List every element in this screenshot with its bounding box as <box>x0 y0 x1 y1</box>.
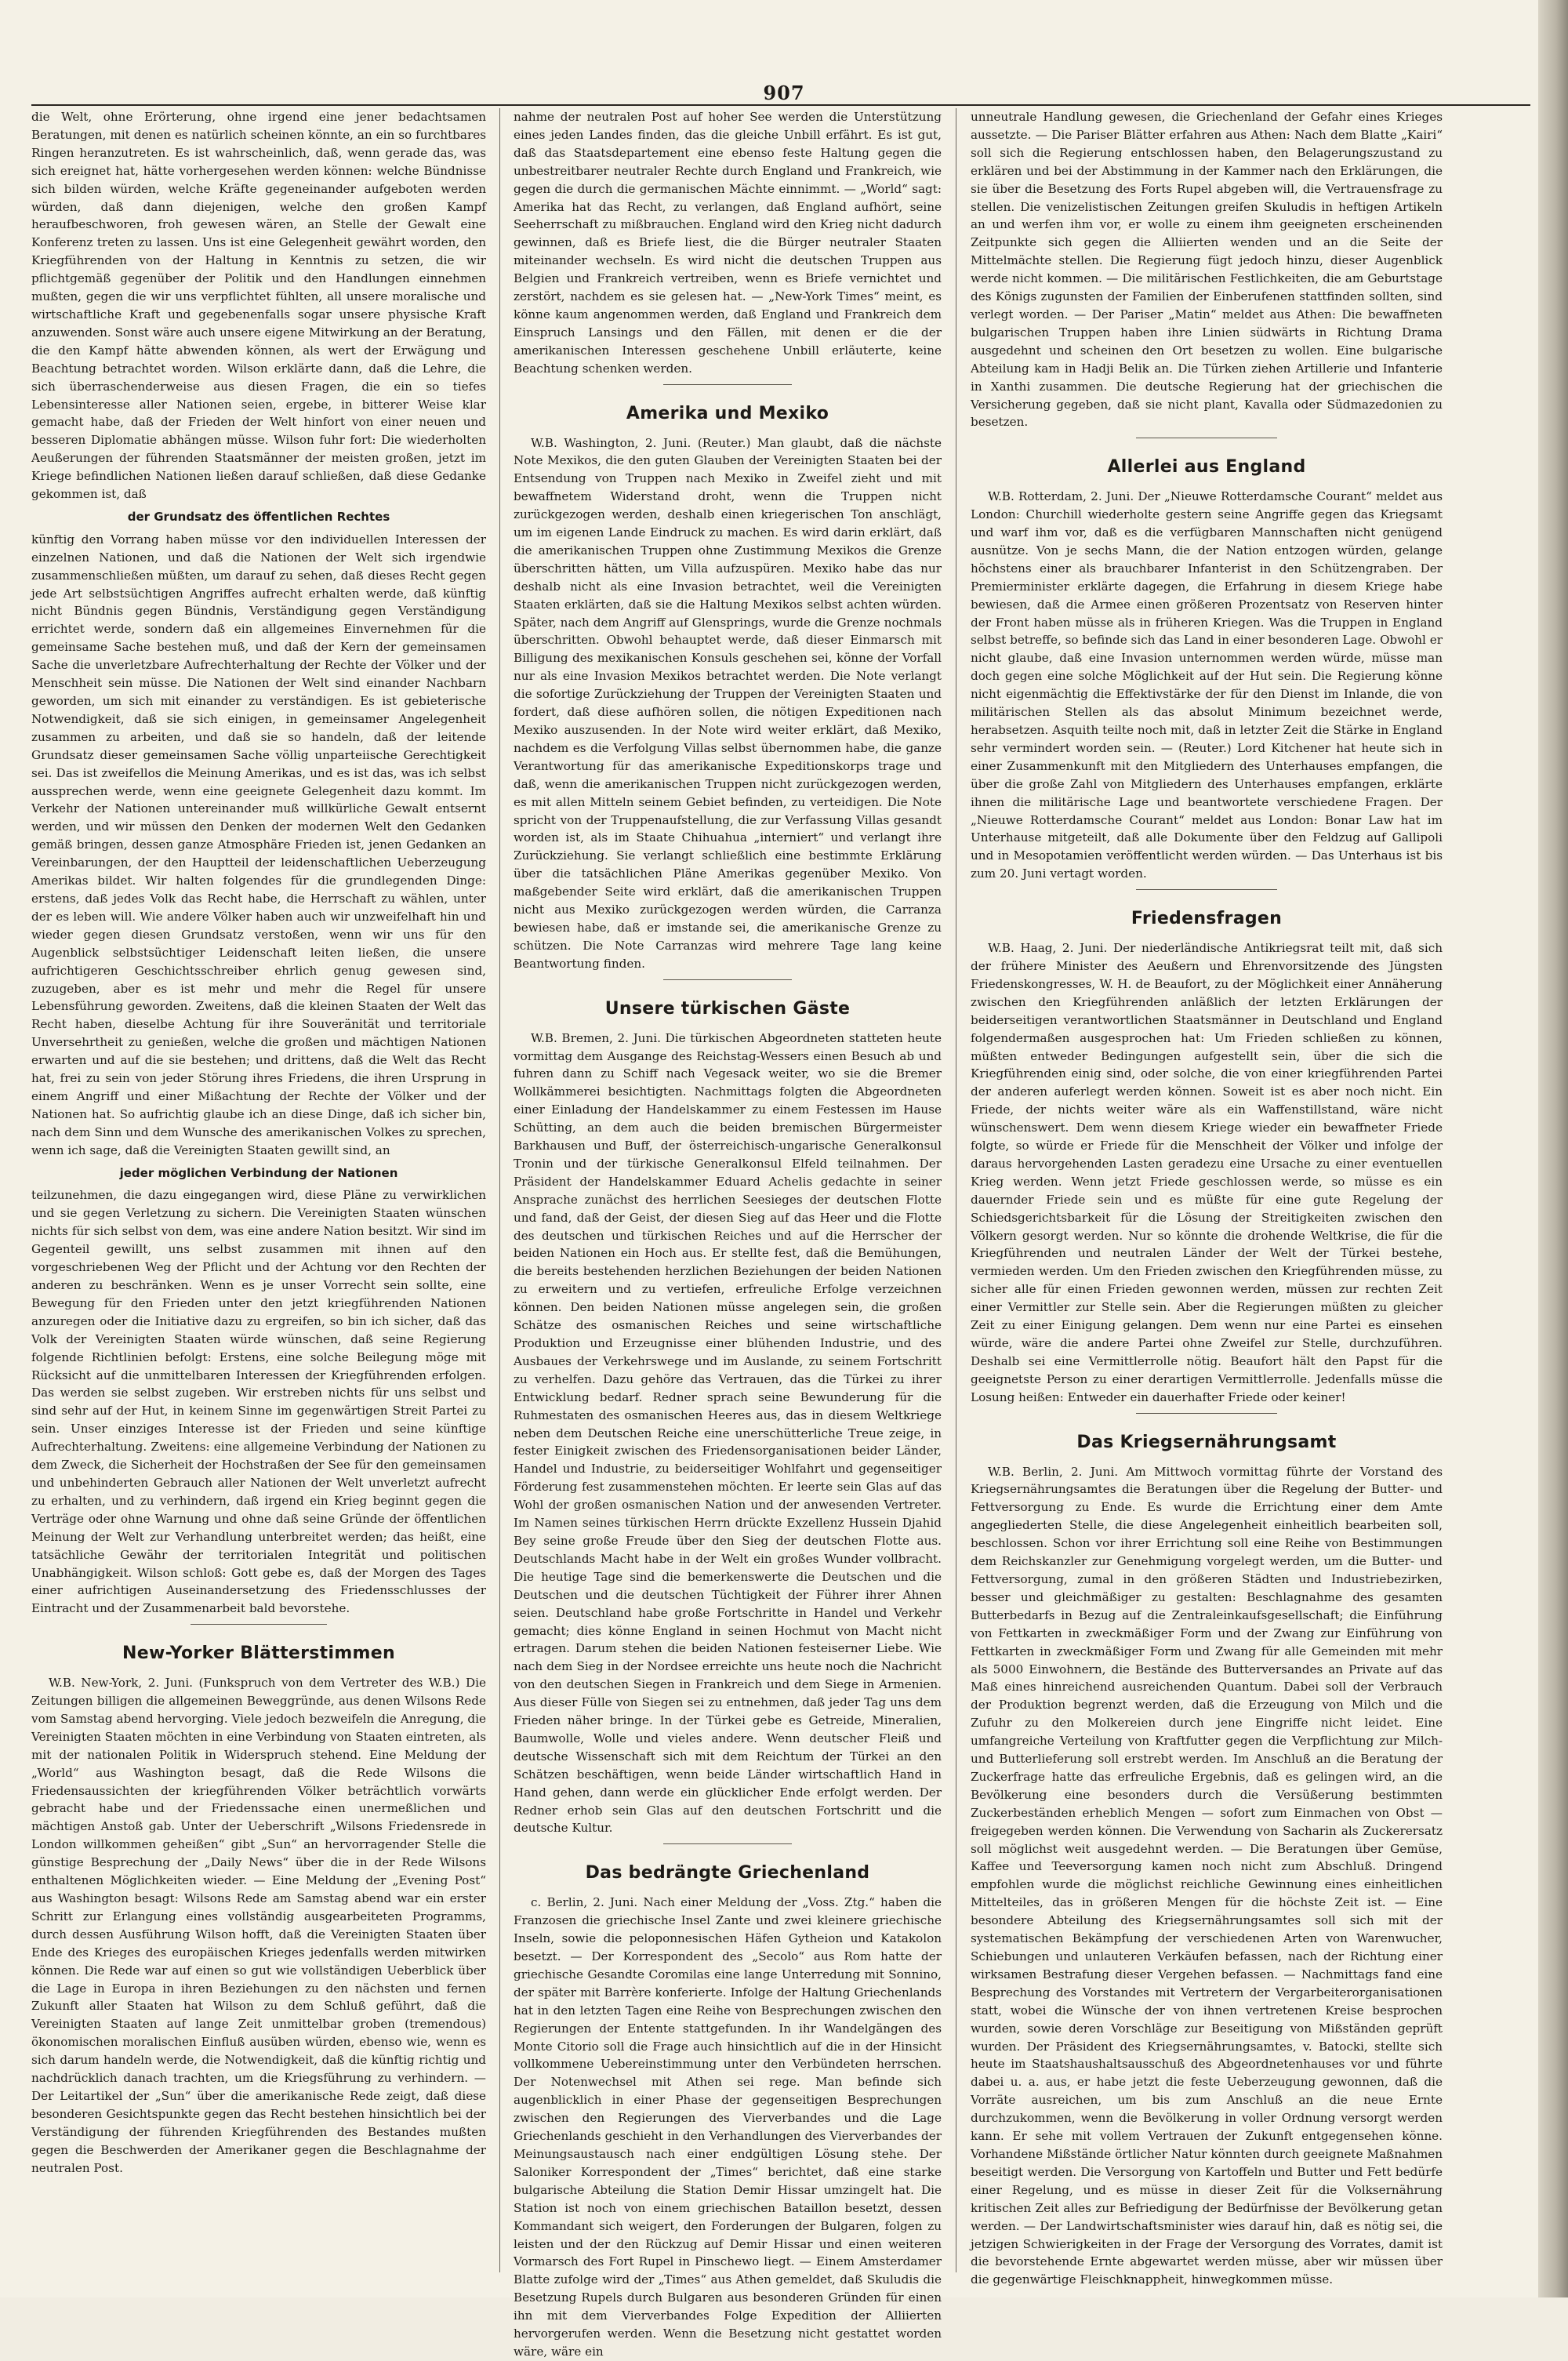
heading-war-food-office: Das Kriegsernährungsamt <box>1076 1432 1337 1452</box>
article-separator <box>663 384 792 385</box>
newyork-press-text: W.B. New-York, 2. Juni. (Funkspruch von dem Vertreter des W.B.) Die Zeitungen billigen die allgemeinen Beweggründe, aus denen Wilsons Rede vom Samstag abend hervorging. Viele jedoch bezweifeln die Anregung, die Vereinigten Staaten möchten in eine Verbindung von Staaten eintreten, als mit der nationalen Politik in Widerspruch stehend. Eine Meldung der „World“ aus Washington besagt, daß die Rede Wilsons die Friedensaussichten der kriegführenden Völker beträchtlich vorwärts gebracht habe und der Friedenssache einen unermeßlichen und mächtigen Anstoß gab. Unter der Ueberschrift „Wilsons Friedensrede in London willkommen geheißen“ gibt „Sun“ an hervorragender Stelle die günstige Besprechung der „Daily News“ über die in der Rede Wilsons enthaltenen Möglichkeiten wieder. — Eine Meldung der „Evening Post“ aus Washington besagt: Wilsons Rede am Samstag abend war ein erster Schritt zur Erlangung eines vollständig ausgearbeiteten Programms, durch dessen Ausführung Wilson hofft, daß die Vereinigten Staaten über Ende des Krieges des europäischen Krieges jedenfalls werden mitwirken können. Die Rede war auf einen so gut wie vollständigen Ueberblick über die Lage in Europa in ihren Beziehungen zu den nächsten und fernen Zukunft aller Staaten hat Wilson zu dem Schluß geführt, daß die Vereinigten Staaten auf lange Zeit unmittelbar groben (tremendous) ökonomischen moralischen Einfluß ausüben würden, ebenso wie, wenn es sich darum handeln werde, die Notwendigkeit, daß die künftig richtig und nachdrücklich danach trachten, um die Kriegsführung zu verhindern. — Der Leitartikel der „Sun“ über die amerikanische Rede zeigt, daß diese besonderen Gesichtspunkte gegen das Recht bestehen hinsichtlich bei der Verständigung der führenden Kriegführenden des Bestandes mußten gegen die Beschwerden der Amerikaner gegen die Beschlagnahme der neutralen Post. <box>31 1676 486 2175</box>
america-mexico-text: W.B. Washington, 2. Juni. (Reuter.) Man glaubt, daß die nächste Note Mexikos, die den guten Glauben der Vereinigten Staaten bei der Entsendung von Truppen nach Mexiko in Zweifel zieht und mit bewaffnetem Widerstand droht, wenn die Truppen nicht zurückgezogen werden, deshalb einen kriegerischen Ton anschlägt, um im eigenen Lande Eindruck zu machen. Es wird darin erklärt, daß die amerikanischen Truppen ohne Zustimmung Mexikos die Grenze überschritten hätten, um Villa aufzuspüren. Mexiko habe das nur deshalb nicht als eine Invasion betrachtet, weil die Vereinigten Staaten erklärten, daß sie die Haltung Mexikos selbst achten würden. Später, nach dem Angriff auf Glensprings, wurde die Grenze nochmals überschritten. Obwohl behauptet werde, daß dieser Einmarsch mit Billigung des mexikanischen Konsuls geschehen sei, könne der Vorfall nur als eine Invasion Mexikos betrachtet werden. Die Note verlangt die sofortige Zurückziehung der Truppen der Vereinigten Staaten und fordert, daß diese aufhören sollen, die nötigen Expeditionen nach Mexiko auszusenden. In der Note wird weiter erklärt, daß Mexiko, nachdem es die Verfolgung Villas selbst übernommen habe, die ganze Verantwortung für das amerikanische Expeditionskorps trage und daß, wenn die amerikanischen Truppen nicht zurückgezogen werden, es mit allen Mitteln seinem Gebiet befinden, zu verteidigen. Die Note spricht von der Truppenaufstellung, die zur Verfassung Villas gesandt worden ist, als im Staate Chihuahua „interniert“ und verlangt ihre Zurückziehung. Sie verlangt schließlich eine bestimmte Erklärung über die tatsächlichen Pläne Amerikas gegenüber Mexiko. Von maßgebender Seite wird erklärt, daß die amerikanischen Truppen nicht aus Mexiko zurückgezogen werden würden, die Carranza bewiesen habe, daß er imstande sei, die amerikanische Grenze zu schützen. Die Note Carranzas wird mehrere Tage lang keine Beantwortung finden. <box>514 435 942 971</box>
war-food-office-text: W.B. Berlin, 2. Juni. Am Mittwoch vormittag führte der Vorstand des Kriegsernährungsamtes die Beratungen über die Regelung der Butter- und Fettversorgung zu Ende. Es wurde die Errichtung einer dem Amte angegliederten Stelle, die diese Angelegenheit einheitlich bearbeiten soll, beschlossen. Schon vor ihrer Errichtung soll eine Reihe von Bestimmungen dem Reichskanzler zur Genehmigung vorgelegt werden, um die Butter- und Fettversorgung, zumal in den größeren Städten und Industriebezirken, besser und gleichmäßiger zu gestalten: Beschlagnahme des gesamten Butterbedarfs in Bezug auf die Zentraleinkaufsgesellschaft; die Einführung von Fettkarten in zweckmäßiger Form und der Zwang zur Einführung von Fettkarten in zweckmäßiger Form und Zwang für alle Gemeinden mit mehr als 5000 Einwohnern, die Bestände des Butterversandes an Private auf das Maß eines hinreichend ausreichenden Quantum. Dabei soll der Verbrauch der Produktion begrenzt werden, daß die Erzeugung von Milch und die Zufuhr zu den Molkereien durch jene Eingriffe nicht leidet. Eine umfangreiche Verteilung von Kraftfutter gegen die Verpflichtung zur Milch- und Butterlieferung soll erstrebt werden. Im Anschluß an die Beratung der Zuckerfrage hatte das erfreuliche Ergebnis, daß es gelingen wird, an die Bevölkerung eine besonders durch die Versüßerung bestimmten Zuckerbeständen erheblich Mengen — sofort zum Einmachen von Obst — freigegeben werden können. Die Verwendung von Sacharin als Zuckerersatz soll möglichst weit ausgedehnt werden. — Die Beratungen über Gemüse, Kaffee und Teeversorgung kamen noch nicht zum Abschluß. Dringend empfohlen wurde die möglichst reichliche Gewinnung eines einheitlichen Mittelteiles, das in größeren Mengen für die höchste Zeit ist. — Eine besondere Abteilung des Kriegsernährungsamtes soll sich mit der systematischen Bekämpfung der verschiedenen Arten von Warenwucher, Schiebungen und unlauteren Verkäufen befassen, nach der Richtung einer wirksamen Bestrafung dieser Vergehen befassen. — Nachmittags fand eine Besprechung des Vorstandes mit Vertretern der Vergarbeiterorganisationen statt, wobei die Wünsche der von ihnen vertretenen Kreise besprochen wurden, sowie deren Vorschläge zur Beseitigung von Mißständen geprüft wurden. Der Präsident des Kriegsernährungsamtes, v. Batocki, stellte sich heute im Staatshaushaltsausschuß des Abgeordnetenhauses vor und führte dabei u. a. aus, er habe jetzt die feste Ueberzeugung gewonnen, daß die Vorräte ausreichen, um bis zum Anschluß an die neue Ernte durchzukommen, wenn die Bevölkerung in voller Ordnung versorgt werden kann. Er sehe mit vollem Vertrauen der Zukunft entgegensehen könne. Vorhandene Mißstände örtlicher Natur könnten durch geeignete Maßnahmen beseitigt werden. Die Versorgung von Kartoffeln und Butter und Fett bedürfe einer Regelung, und es müsse in dieser Zeit für die Volksernährung kritischen Zeit alles zur Befriedigung der Bedürfnisse der Bevölkerung getan werden. — Der Landwirtschaftsminister wies darauf hin, daß es nötig sei, die jetzigen Schwierigkeiten in der Frage der Versorgung des Vorrates, damit ist die bevorstehende Ernte abgewartet werden müsse, aber wir müssen über die gegenwärtige Fleischknappheit, hinwegkommen müsse. <box>971 1464 1443 2287</box>
neutral-post-text: nahme der neutralen Post auf hoher See werden die Unterstützung eines jeden Landes finden, das die gleiche Unbill erfährt. Es ist gut, daß das Staatsdepartement eine ebenso feste Haltung gegen die unbestreitbarer neutraler Rechte durch England und Frankreich, wie gegen die durch die germanischen Mächte einnimmt. — „World“ sagt: Amerika hat das Recht, zu verlangen, daß England aufhört, seine Seeherrschaft zu mißbrauchen. England wird den Krieg nicht dadurch gewinnen, daß es Briefe liest, die die Bürger neutraler Staaten miteinander wechseln. Es wird nicht die deutschen Truppen aus Belgien und Frankreich vertreiben, wenn es Briefe vernichtet und zerstört, nachdem es sie gelesen hat. — „New-York Times“ meint, es könne kaum angenommen werden, daß England und Frankreich dem Einspruch Lansings und den Fällen, mit denen er die der amerikanischen Interessen geschehene Unbill erläuterte, keine Beachtung schenken werden. <box>514 110 942 376</box>
subhead-public-law: der Grundsatz des öffentlichen Rechtes <box>127 509 390 524</box>
heading-newyork-press: New-Yorker Blätterstimmen <box>122 1644 395 1664</box>
heading-turkish-guests: Unsere türkischen Gäste <box>604 998 851 1019</box>
wilson-speech-paragraph-3: teilzunehmen, die dazu eingegangen wird, diese Pläne zu verwirklichen und sie gegen Verletzung zu sichern. Die Vereinigten Staaten wünschen nichts für sich selbst von dem, was eine andere Nation besitzt. Wir sind im Gegenteil gewillt, uns selbst zusammen mit ihnen auf den vorgeschriebenen Weg der Pflicht und der Achtung vor den Rechten der anderen zu beschränken. Wenn es je unser Vorrecht sein sollte, eine Bewegung für den Frieden unter den jetzt kriegführenden Nationen anzuregen oder die Initiative dazu zu ergreifen, so bin ich sicher, daß das Volk der Vereinigten Staaten würde wünschen, daß seine Regierung folgende Richtlinien befolgt: Erstens, eine solche Beilegung möge mit Rücksicht auf die unmittelbaren Interessen der Kriegführenden erfolgen. Das werden sie selbst zugeben. Wir erstreben nichts für uns selbst und sind sehr auf der Hut, in keinem Sinne im gegenwärtigen Streit Partei zu sein. Unser einziges Interesse ist der Frieden und seine künftige Aufrechterhaltung. Zweitens: eine allgemeine Verbindung der Nationen zu dem Zweck, die Sicherheit der Hochstraßen der See für den gemeinsamen und unbehinderten Gebrauch aller Nationen der Welt unverletzt aufrecht zu erhalten, und zu verhindern, daß irgend ein Krieg beginnt gegen die Verträge oder ohne Warnung und ohne daß seine Gründe der öffentlichen Meinung der Welt zur Verhandlung unterbreitet werden; das heißt, eine tatsächliche Gewähr der territorialen Integrität und politischen Unabhängigkeit. Wilson schloß: Gott gebe es, daß der Morgen des Tages einer aufrichtigen Auseinandersetzung des Friedensschlusses der Eintracht und der Zusammenarbeit bald bevorstehe. <box>31 1188 486 1616</box>
turkish-guests-text: W.B. Bremen, 2. Juni. Die türkischen Abgeordneten statteten heute vormittag dem Ausgange des Reichstag-Wessers einen Besuch ab und fuhren dann zu Schiff nach Vegesack weiter, wo sie die Bremer Wollkämmerei besichtigten. Nachmittags folgten die Abgeordneten einer Einladung der Handelskammer zu einem Festessen im Hause Schütting, an dem auch die beiden bremischen Bürgermeister Barkhausen und Buff, der österreichisch-ungarische Generalkonsul Tronin und der türkische Generalkonsul Elfeld teilnahmen. Der Präsident der Handelskammer Eduard Achelis gedachte in seiner Ansprache zunächst des herrlichen Seesieges der deutschen Flotte und fand, daß der Geist, der diesen Sieg auf das Heer und die Flotte des deutschen und türkischen Reiches und auf die Herrscher der beiden Nationen ein Hoch aus. Er stellte fest, daß die Bemühungen, die bereits bestehenden herzlichen Beziehungen der beiden Nationen zu erweitern und zu vertiefen, erfreuliche Erfolge verzeichnen können. Den beiden Nationen müsse angelegen sein, die großen Schätze des osmanischen Reiches und seine wirtschaftliche Produktion und Erzeugnisse einer blühenden Industrie, und des Ausbaues der Verkehrswege und im Auslande, zu seinem Fortschritt zu verhelfen. Dazu gehöre das Vertrauen, das die Türkei zu ihrer Entwicklung bedarf. Redner sprach seine Bewunderung für die Ruhmestaten des osmanischen Heeres aus, das in diesem Weltkriege neben dem Deutschen Reiche eine unerschütterliche Treue zeige, in fester Einigkeit zwischen des Friedensorganisationen beider Länder, Handel und Industrie, zu beiderseitiger Wohlfahrt und gegenseitiger Förderung fest zusammenstehen möchten. Er leerte sein Glas auf das Wohl der großen osmanischen Nation und der anwesenden Vertreter. Im Namen seines türkischen Herrn drückte Exzellenz Hussein Djahid Bey seine große Freude über den Sieg der deutschen Flotte aus. Deutschlands Macht habe in der Welt ein großes Wunder vollbracht. Die heutige Tage sind die bemerkenswerte die Deutschen und die Deutschen und die deutschen Tüchtigkeit der Führer ihrer Ahnen seien. Deutschland habe große Fortschritte in Handel und Verkehr gemacht; dies könne England in seinen Hochmut von Macht nicht ertragen. Darum stehen die beiden Nationen festeiserner Liebe. Wie nach dem Sieg in der Nordsee erreichte uns heute noch die Nachricht von den deutschen Siegen in Frankreich und dem Siege in Armenien. Aus dieser Fülle von Siegen sei zu entnehmen, daß jeder Tag uns dem Frieden näher bringe. In der Türkei gebe es Getreide, Mineralien, Baumwolle, Wolle und vieles andere. Wenn deutscher Fleiß und deutsche Wissenschaft sich mit dem Reichtum der Türkei an den Schätzen beschäftigen, wenn beide Länder wirtschaftlich Hand in Hand gehen, dann werde ein glücklicher Ende erfolgt werden. Der Redner erhob sein Glas auf den deutschen Fortschritt und die deutsche Kultur. <box>514 1030 942 1836</box>
column-divider-1 <box>499 108 500 2272</box>
scan-binding-edge <box>1538 0 1568 2297</box>
column-3 <box>971 108 1443 2287</box>
heading-greece: Das bedrängte Griechenland <box>585 1863 870 1883</box>
column-2 <box>514 108 942 2359</box>
subhead-nations-union: jeder möglichen Verbindung der Nationen <box>119 1165 398 1180</box>
wilson-speech-paragraph-2: künftig den Vorrang haben müsse vor den individuellen Interessen der einzelnen Nationen, und daß die Nationen der Welt sich irgendwie zusammenschließen müßten, um darauf zu sehen, daß dieses Recht gegen jede Art selbstsüchtigen Angriffes aufrecht erhalten werde, daß künftig nicht Bündnis gegen Bündnis, Verständigung gegen Verständigung errichtet werde, sondern daß ein allgemeines Einvernehmen für die gemeinsame Sache bestehen muß, und daß der Kern der gemeinsamen Sache die unverletzbare Aufrechterhaltung der Rechte der Völker und der Menschheit sein müsse. Die Nationen der Welt sind einander Nachbarn geworden, um sich mit einander zu verständigen. Es ist gebieterische Notwendigkeit, daß sie sich einigen, in gemeinsamer Angelegenheit zusammen zu arbeiten, und daß sie so handeln, daß der leitende Grundsatz dieser gemeinsamen Sache völlig unparteiische Gerechtigkeit sei. Das ist zweifellos die Meinung Amerikas, und es ist das, was ich selbst aussprechen werde, wenn eine geeignete Gelegenheit dazu kommt. Im Verkehr der Nationen untereinander muß willkürliche Gewalt entsernt werden, und wir müssen den Denken der modernen Welt den Gedanken gemäß bringen, dessen ganze Atmosphäre Frieden ist, jenen Gedanken an Vereinbarungen, der den Hauptteil der leidenschaftlichen Ueberzeugung Amerikas bildet. Wir halten folgendes für die grundlegenden Dinge: erstens, daß jedes Volk das Recht habe, die Herrschaft zu wählen, unter der es leben will. Wie andere Völker haben auch wir unzweifelhaft hin und wieder gegen diesen Grundsatz verstoßen, wenn wir uns für den Augenblick selbstsüchtiger Leidenschaft leiten ließen, die unsere aufrichtigeren Geschichtsschreiber ehrlich genug gewesen sind, zuzugeben, aber es ist mehr und mehr die Regel für unsere Lebensführung geworden. Zweitens, daß die kleinen Staaten der Welt das Recht haben, dieselbe Achtung für ihre Souveränität und territoriale Unversehrtheit zu genießen, welche die großen und mächtigen Nationen erwarten und auf die sie bestehen; und drittens, daß die Welt das Recht hat, frei zu sein von jeder Störung ihres Friedens, die ihren Ursprung in einem Angriff und einer Mißachtung der Rechte der Völker und der Nationen hat. So aufrichtig glaube ich an diese Dinge, daß ich sicher bin, nach dem Sinn und dem Wunsche des amerikanischen Volkes zu sprechen, wenn ich sage, daß die Vereinigten Staaten gewillt sind, an <box>31 532 486 1157</box>
page-number: 907 <box>763 82 805 104</box>
wilson-speech-paragraph-1: die Welt, ohne Erörterung, ohne irgend eine jener bedachtsamen Beratungen, mit denen es natürlich scheinen könnte, an ein so furchtbares Ringen heranzutreten. Es ist wahrscheinlich, daß, wenn gerade das, was sich ereignet hat, hätte vorhergesehen werden können: welche Bündnisse sich bilden würden, welche Kräfte gegeneinander aufgeboten werden würden, daß dann diejenigen, welche den großen Kampf heraufbeschworen, froh gewesen wären, an Stelle der Gewalt eine Konferenz treten zu lassen. Uns ist eine Gelegenheit gewährt worden, den Kriegführenden von der Haltung in Kenntnis zu setzen, die wir pflichtgemäß gegenüber der Politik und den Handlungen einnehmen mußten, gegen die wir uns verpflichtet fühlten, all unsere moralische und wirtschaftliche Kraft und gegebenenfalls sogar unsere physische Kraft anzuwenden. Sonst wäre auch unsere eigene Mitwirkung an der Beratung, die den Kampf hätte abwenden können, als wert der Erwägung und Beachtung betrachtet worden. Wilson erklärte dann, daß die Lehre, die sich überraschenderweise aus diesen Fragen, die ein so tiefes Lebensinteresse aller Nationen seien, ergebe, in bitterer Weise klar gemacht habe, daß der Frieden der Welt hinfort von einer neuen und besseren Diplomatie abhängen müsse. Wilson fuhr fort: Die wiederholten Aeußerungen der führenden Staatsmänner der meisten großen, jetzt im Kriege befindlichen Nationen ließen darauf schließen, daß diese Gedanke gekommen ist, daß <box>31 110 486 502</box>
greece-continued-text: unneutrale Handlung gewesen, die Griechenland der Gefahr eines Krieges aussetzte. — Die Pariser Blätter erfahren aus Athen: Nach dem Blatte „Kairi“ soll sich die Regierung entschlossen haben, den Belagerungszustand zu erklären und bei der Abstimmung in der Kammer nach den Erklärungen, die sie über die Besetzung des Forts Rupel abgeben will, die Vertrauensfrage zu stellen. Die venizelistischen Zeitungen greifen Skuludis in heftigen Artikeln an und werfen ihm vor, er wolle zu einem ihm geeigneten erscheinenden Zeitpunkte sich gegen die Alliierten wenden und an die Seite der Mittelmächte stellen. Die Regierung fügt jedoch hinzu, dieser Augenblick werde nicht kommen. — Die militärischen Festlichkeiten, die am Geburtstage des Königs zugunsten der Familien der Einberufenen stattfinden sollten, sind verlegt worden. — Der Pariser „Matin“ meldet aus Athen: Die bewaffneten bulgarischen Truppen haben ihre Linien südwärts in Richtung Drama ausgedehnt und scheinen den Ort besetzen zu wollen. Eine bulgarische Abteilung kam in Hadji Belik an. Die Türken ziehen Artillerie und Infanterie in Xanthi zusammen. Die deutsche Regierung hat der griechischen die Versicherung gegeben, daß sie nicht plant, Kavalla oder Südmazedonien zu besetzen. <box>971 110 1443 430</box>
england-text: W.B. Rotterdam, 2. Juni. Der „Nieuwe Rotterdamsche Courant“ meldet aus London: Churchill wiederholte gestern seine Angriffe gegen das Kriegsamt und warf ihm vor, daß es die verfügbaren Mannschaften nicht genügend ausnütze. Von je sechs Mann, die der Nation entzogen würden, gelange höchstens einer als brauchbarer Infanterist in den Schützengraben. Der Premierminister erklärte dagegen, die Erfahrung in diesem Kriege habe bewiesen, daß die Armee einen größeren Prozentsatz von Reserven hinter der Front haben müsse als in früheren Kriegen. Was die Truppen in England selbst betreffe, so befinde sich das Land in einer besonderen Lage. Obwohl er nicht glaube, daß eine Invasion unternommen werden würde, müsse man doch gegen eine solche Möglichkeit auf der Hut sein. Die Regierung könne nicht eigenmächtig die Effektivstärke der für den Dienst im Inlande, die von militärischen Stellen als das absolut Minimum bezeichnet werde, herabsetzen. Asquith teilte noch mit, daß in letzter Zeit die Stärke in England sehr vermindert worden sein. — (Reuter.) Lord Kitchener hat heute sich in einer Zusammenkunft mit den Mitgliedern des Unterhauses empfangen, die über die große Zahl von Mitgliedern des Unterhauses empfangen, erklärte ihnen die militärische Lage und beantwortete verschiedene Fragen. Der „Nieuwe Rotterdamsche Courant“ meldet aus London: Bonar Law hat im Unterhause mitgeteilt, daß alle Dokumente über den Feldzug auf Gallipoli und in Mesopotamien veröffentlicht werden würden. — Das Unterhaus ist bis zum 20. Juni vertagt worden. <box>971 489 1443 881</box>
heading-america-mexico: Amerika und Mexiko <box>626 403 829 423</box>
heading-peace-questions: Friedensfragen <box>1131 909 1283 929</box>
header-rule <box>31 104 1530 106</box>
article-separator <box>1136 889 1278 890</box>
column-1 <box>31 108 486 2272</box>
article-separator <box>191 1624 327 1625</box>
peace-questions-text: W.B. Haag, 2. Juni. Der niederländische Antikriegsrat teilt mit, daß sich der frühere Minister des Aeußern und Ehrenvorsitzende des Jüngsten Friedenskongresses, W. H. de Beaufort, zu der Möglichkeit einer Annäherung zwischen den Kriegführenden anläßlich der letzten Erklärungen der beiderseitigen verantwortlichen Staatsmänner in Deutschland und England folgendermaßen ausgesprochen hat: Um Frieden schließen zu können, müßten entweder Bedingungen aufgestellt sein, über die sich die Kriegführenden einig sind, oder solche, die von einer kriegführenden Partei der anderen auferlegt werden können. Soweit ist es aber noch nicht. Ein Friede, der nichts weiter wäre als ein Waffenstillstand, wäre nicht wünschenswert. Dem wenn diesem Kriege wieder ein bewaffneter Friede folgte, so würde er Friede für die Menschheit der Völker und infolge der daraus hervorgehenden Lasten geradezu eine Ursache zu einer eventuellen Krieg werden. Wenn jetzt Friede geschlossen werde, so müsse es ein dauernder Friede sein und es müßte für eine gute Regelung der Schiedsgerichtsbarkeit für die Lösung der Streitigkeiten zwischen den Völkern gesorgt werden. Nur so könnte die drohende Weltkrise, die für die Kriegführenden und neutralen Länder der Welt der Türkei bestehe, vermieden werden. Um den Frieden zwischen den Kriegführenden müsse, zu sicher alle für einen Frieden gewonnen werden, müssen zur rechten Zeit einer Vermittler zur Stelle sein. Aber die Regierungen müßten zu gleicher Zeit zu einer Einigung gelangen. Dem wenn nur eine Partei es einsehen würde, wäre die andere Partei ohne Zweifel zur Stelle, durchzuführen. Deshalb sei eine Vermittlerrolle nötig. Beaufort hält den Papst für die geeignetste Person zu einer derartigen Vermittlerrolle. Jedenfalls müsse die Losung heißen: Entweder ein dauerhafter Friede oder keiner! <box>971 941 1443 1404</box>
article-separator <box>663 979 792 980</box>
greece-text: c. Berlin, 2. Juni. Nach einer Meldung der „Voss. Ztg.“ haben die Franzosen die griechische Insel Zante und zwei kleinere griechische Inseln, sowie die peloponnesischen Häfen Gytheion und Katakolon besetzt. — Der Korrespondent des „Secolo“ aus Rom hatte der griechische Gesandte Coromilas eine lange Unterredung mit Sonnino, der später mit Barrère konferierte. Infolge der Haltung Griechenlands hat in den letzten Tagen eine Reihe von Besprechungen zwischen den Regierungen der Entente stattgefunden. In ihr Wandelgängen des Monte Citorio soll die Frage auch hinsichtlich auf die in der Hinsicht vollkommene Uebereinstimmung unter den Verbündeten herrschen. Der Notenwechsel mit Athen sei rege. Man befinde sich augenblicklich in einer Phase der gegenseitigen Besprechungen zwischen den Regierungen des Vierverbandes und die Lage Griechenlands geschieht in den Verhandlungen des Vierverbandes der Meinungsaustausch nach einer endgültigen Lösung stehe. Der Saloniker Korrespondent der „Times“ berichtet, daß eine starke bulgarische Abteilung die Station Demir Hissar umzingelt hat. Die Station ist noch von einem griechischen Bataillon besetzt, dessen Kommandant sich weigert, den Forderungen der Bulgaren, folgen zu leisten und der den Rückzug auf Demir Hissar und einen weiteren Vormarsch des Fort Rupel in Pinschewo liegt. — Einem Amsterdamer Blatte zufolge wird der „Times“ aus Athen gemeldet, daß Skuludis die Besetzung Rupels durch Bulgaren aus besonderen Gründen für einen ihn mit dem Vierverbandes Folge Expedition der Alliierten hervorgerufen werden. Wenn die Besetzung nicht gestattet worden wäre, wäre ein <box>514 1895 942 2359</box>
article-separator <box>663 1843 792 1844</box>
article-separator <box>1136 1413 1278 1414</box>
heading-england: Allerlei aus England <box>1107 457 1306 478</box>
